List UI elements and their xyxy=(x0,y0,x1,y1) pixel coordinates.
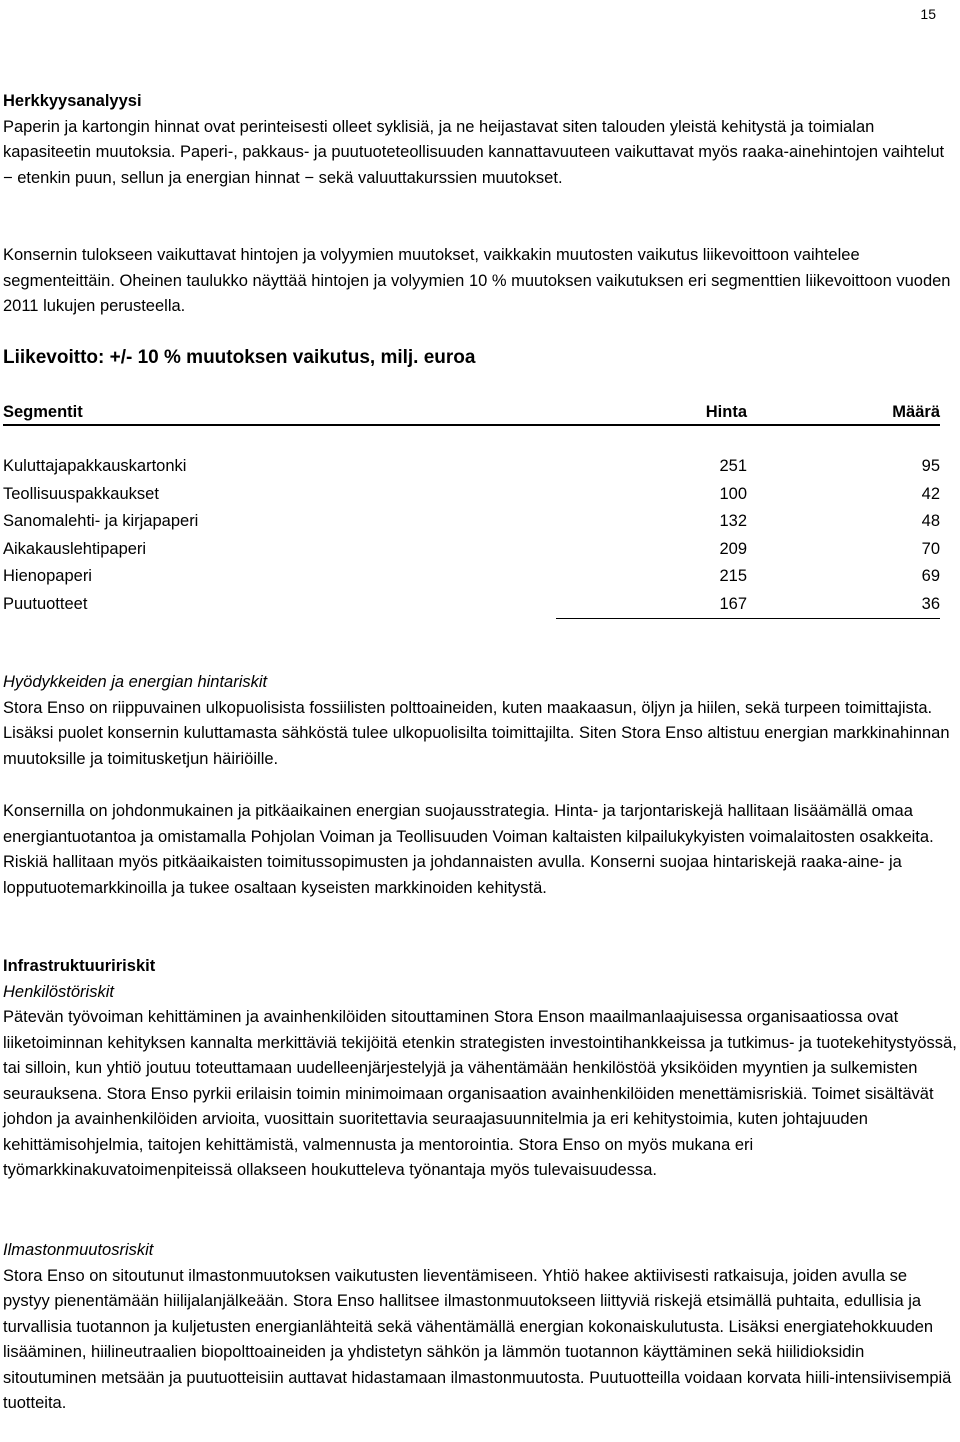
row-volume: 36 xyxy=(921,594,940,613)
table-row xyxy=(3,592,940,620)
row-volume: 69 xyxy=(921,567,940,585)
personnel-heading: Henkilöstöriskit xyxy=(3,982,114,1001)
row-price: 251 xyxy=(719,457,747,475)
commodity-paragraph-2-block xyxy=(3,799,958,901)
row-volume: 95 xyxy=(921,457,940,475)
row-price: 167 xyxy=(719,594,747,613)
sensitivity-paragraph-2: Konsernin tulokseen vaikuttavat hintojen ja volyymien muutokset, vaikkakin muutosten vaikutus liikevoittoon vaihtelee segmenteittäin. Oheinen taulukko näyttää hintojen ja volyymien 10 % muutoksen vaikutuksen eri segmenttien liikevoittoon vuoden 2011 lukujen perusteella. xyxy=(3,246,951,315)
row-segment: Puutuotteet xyxy=(3,594,88,613)
sensitivity-paragraph-1: Paperin ja kartongin hinnat ovat perinteisesti olleet syklisiä, ja ne heijastavat siten talouden yleistä kehitystä ja toimialan kapasiteetin muutoksia. Paperi-, pakkaus- ja puutuoteteollisuuden kannattavuuteen vaikuttavat myös raaka-ainehintojen vaihtelut − etenkin puun, sellun ja energian hinnat − sekä valuuttakurssien muutokset. xyxy=(3,117,945,187)
table-header-rule xyxy=(3,424,940,426)
personnel-paragraph: Pätevän työvoiman kehittäminen ja avainhenkilöiden sitouttaminen Stora Enson maailmanlaajuisessa organisaatiossa ovat liiketoiminnan kehityksen kannalta merkittäviä tekijöitä etenkin strategisten investointihankkeissa ja tutkimus- ja tuotekehitystyössä, tai silloin, kun yhtiö joutuu toteuttamaan uudelleenjärjestelyjä ja vähentämään henkilöstöä yksiköiden myyntien ja sulkemisten seurauksena. Stora Enso pyrkii erilaisin toimin minimoimaan organisaation avainhenkilöiden menettämisriskiä. Toimet sisältävät johdon ja avainhenkilöiden arvioita, vuosittain suoritettavia seuraajasuunnitelmia ja eri kehitystoimia, kuten johtajuuden kehittämisohjelmia, taitojen kehittämistä, valmennusta ja mentorointia. Stora Enso on myös mukana eri työmarkkinakuvatoimenpiteissä ollakseen houkutteleva työnantaja myös tulevaisuudessa. xyxy=(3,1008,957,1179)
sensitivity-heading: Herkkyysanalyysi xyxy=(3,92,142,110)
row-segment: Sanomalehti- ja kirjapaperi xyxy=(3,512,199,530)
row-segment: Teollisuuspakkaukset xyxy=(3,484,159,503)
climate-section xyxy=(3,1238,958,1417)
header-volume: Määrä xyxy=(892,403,940,421)
table-row xyxy=(3,454,940,482)
sensitivity-paragraph-2-block xyxy=(3,243,958,320)
infrastructure-section xyxy=(3,954,958,1184)
row-segment: Kuluttajapakkauskartonki xyxy=(3,457,187,475)
sensitivity-section xyxy=(3,89,958,191)
table-total-rule xyxy=(556,618,940,619)
table-row xyxy=(3,564,940,592)
infrastructure-heading: Infrastruktuuririskit xyxy=(3,957,156,975)
table-title: Liikevoitto: +/- 10 % muutoksen vaikutus, milj. euroa xyxy=(3,347,476,368)
climate-paragraph: Stora Enso on sitoutunut ilmastonmuutoksen vaikutusten lieventämiseen. Yhtiö hakee aktiivisesti ratkaisuja, joiden avulla se pystyy pienentämään hiilijalanjälkeään. Stora Enso hallitsee ilmastonmuutokseen liittyviä riskejä etsimällä puhtaita, edullisia ja turvallisia tuotannon ja kuljetusten energianlähteitä sekä vähentämällä energian kokonaiskulutusta. Lisäksi energiatehokkuuden lisääminen, hiilineutraalien biopolttoaineiden ja yhdistetyn sähkön ja lämmön tuotannon käyttäminen sekä hiilidioksidin sitoutuminen metsään ja puutuotteisiin auttavat hidastamaan ilmastonmuutosta. Puutuotteilla voidaan korvata hiili-intensiivisempiä tuotteita. xyxy=(3,1266,952,1412)
climate-heading: Ilmastonmuutosriskit xyxy=(3,1241,154,1259)
row-price: 100 xyxy=(719,484,747,503)
commodity-section xyxy=(3,670,958,772)
row-volume: 48 xyxy=(921,512,940,530)
commodity-heading: Hyödykkeiden ja energian hintariskit xyxy=(3,673,268,691)
table-row xyxy=(3,482,940,510)
table-row xyxy=(3,509,940,537)
header-price: Hinta xyxy=(705,403,747,421)
row-price: 132 xyxy=(719,512,747,530)
page-number: 15 xyxy=(920,6,936,22)
table-row xyxy=(3,537,940,565)
row-volume: 70 xyxy=(921,539,940,558)
row-segment: Hienopaperi xyxy=(3,567,92,585)
commodity-paragraph-2: Konsernilla on johdonmukainen ja pitkäaikainen energian suojausstrategia. Hinta- ja tarjontariskejä hallitaan lisäämällä omaa energiantuotantoa ja omistamalla Pohjolan Voiman ja Teollisuuden Voiman kaltaisten kilpailukykyisten voimalaitosten osakkeita. Riskiä hallitaan myös pitkäaikaisten toimitussopimusten ja johdannaisten avulla. Konserni suojaa hintariskejä raaka-aine- ja lopputuotemarkkinoilla ja tukee osaltaan kyseisten markkinoiden kehitystä. xyxy=(3,802,934,897)
header-segment: Segmentit xyxy=(3,403,83,421)
row-price: 215 xyxy=(719,567,747,585)
row-price: 209 xyxy=(719,539,747,558)
segment-table-body xyxy=(3,454,940,619)
row-segment: Aikakauslehtipaperi xyxy=(3,539,147,558)
row-volume: 42 xyxy=(921,484,940,503)
commodity-paragraph-1: Stora Enso on riippuvainen ulkopuolisista fossiilisten polttoaineiden, kuten maakaasun, öljyn ja hiilen, sekä turpeen toimittajista. Lisäksi puolet konsernin kuluttamasta sähköstä tulee ulkopuolisilta toimittajilta. Siten Stora Enso altistuu energian markkinahinnan muutoksille ja toimitusketjun häiriöille. xyxy=(3,698,950,768)
